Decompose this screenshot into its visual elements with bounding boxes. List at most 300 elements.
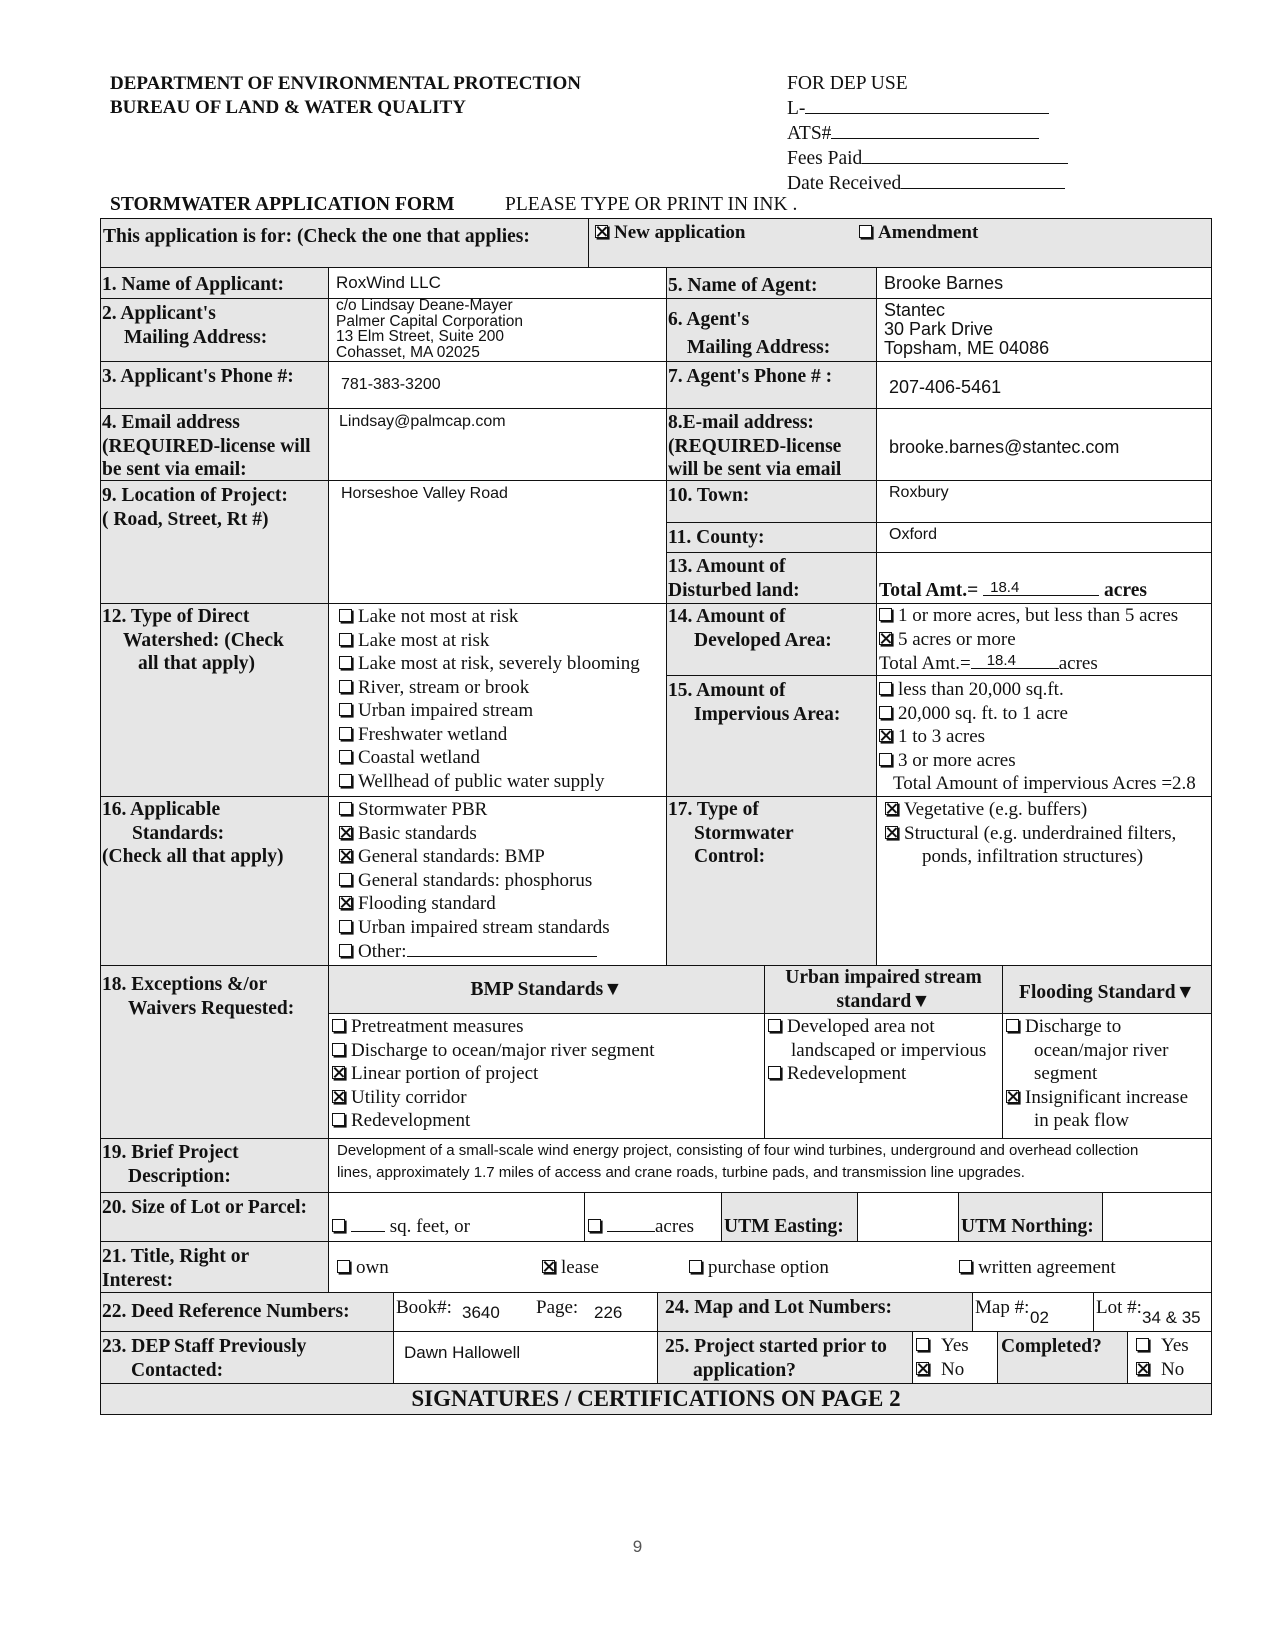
new-application-label: New application [614, 222, 746, 243]
disturbed-total-value: 18.4 [990, 579, 1020, 596]
description-line-1: Development of a small-scale wind energy project, consisting of four wind turbines, underground and overhead collection [337, 1142, 1139, 1159]
agent-email-field[interactable] [876, 408, 1212, 481]
control-label-3: Control: [694, 846, 766, 867]
option-label: Redevelopment [351, 1110, 471, 1131]
applicant-phone-field[interactable] [328, 361, 667, 409]
started-label-1: 25. Project started prior to [665, 1336, 887, 1357]
completed-no-option[interactable] [1136, 1358, 1189, 1382]
applicant-mail-label-cell [100, 298, 329, 362]
developed-option-1[interactable] [879, 604, 1178, 628]
signatures-notice: SIGNATURES / CERTIFICATIONS ON PAGE 2 [411, 1386, 901, 1411]
control-option-structural[interactable] [885, 822, 1176, 846]
checkbox[interactable] [339, 802, 352, 815]
standards-label-cell [100, 796, 329, 966]
northing-label-cell [958, 1192, 1103, 1242]
standards-label-1: 16. Applicable [102, 799, 221, 820]
option-label: Vegetative (e.g. buffers) [904, 799, 1088, 820]
option-label: Flooding standard [358, 893, 496, 914]
staff-label-1: 23. DEP Staff Previously [102, 1336, 307, 1357]
agent-phone-label-cell [666, 361, 877, 409]
acres-label: acres [655, 1216, 695, 1237]
bmp-option[interactable] [332, 1086, 655, 1110]
checkbox[interactable] [1006, 1090, 1019, 1103]
applicant-name-value: RoxWind LLC [336, 273, 441, 292]
lot-size-sqft-cell [328, 1192, 585, 1242]
disturbed-label-2: Disturbed land: [668, 579, 800, 601]
county-field[interactable] [876, 522, 1212, 553]
impervious-label-1: 15. Amount of [668, 680, 786, 701]
license-number-line [805, 96, 1049, 114]
exceptions-label-cell [100, 965, 329, 1139]
checkbox[interactable] [879, 682, 892, 695]
location-value: Horseshoe Valley Road [341, 485, 508, 502]
description-label-2: Description: [128, 1165, 231, 1187]
northing-field[interactable] [1102, 1192, 1212, 1242]
control-label-1: 17. Type of [668, 799, 759, 820]
standards-option[interactable] [339, 845, 610, 869]
disturbed-total-unit: acres [1103, 580, 1147, 601]
license-number-label: L- [787, 98, 806, 119]
northing-label: UTM Northing: [961, 1216, 1094, 1237]
location-label-2: ( Road, Street, Rt #) [102, 508, 269, 530]
option-label: 1 to 3 acres [898, 726, 986, 747]
checkbox[interactable] [879, 632, 892, 645]
agent-email-label-3: will be sent via email [668, 459, 842, 480]
developed-label-2: Developed Area: [694, 629, 832, 651]
bmp-options-cell [328, 1013, 765, 1139]
checkbox[interactable] [689, 1260, 702, 1273]
applicant-mail-label-1: 2. Applicant's [102, 303, 216, 324]
date-received-line [901, 171, 1065, 189]
title-option-own[interactable] [337, 1256, 389, 1280]
standards-option[interactable] [339, 916, 610, 940]
checkbox[interactable] [916, 1338, 929, 1351]
option-label: Other: [358, 941, 407, 962]
watershed-label-1: 12. Type of Direct [102, 606, 250, 627]
control-label-cell [666, 796, 877, 966]
urban-option-developed[interactable] [768, 1015, 986, 1039]
watershed-option[interactable] [339, 676, 640, 700]
standards-label-3: (Check all that apply) [102, 846, 284, 867]
bureau-name: BUREAU OF LAND & WATER QUALITY [110, 97, 466, 118]
fees-paid-line [862, 146, 1068, 164]
bmp-option[interactable] [332, 1062, 655, 1086]
department-name: DEPARTMENT OF ENVIRONMENTAL PROTECTION [110, 73, 582, 94]
option-label: Freshwater wetland [358, 723, 508, 745]
flood-header: Flooding Standard▼ [1019, 982, 1195, 1003]
checkbox[interactable] [1136, 1338, 1149, 1351]
applicant-name-label-cell [100, 267, 329, 299]
standards-label-2: Standards: [132, 822, 225, 844]
started-label-2: application? [693, 1359, 796, 1381]
watershed-options-cell [328, 603, 667, 797]
option-label: written agreement [978, 1257, 1116, 1278]
option-label: Discharge to ocean/major river segment [351, 1039, 655, 1061]
applicant-mail-label-2: Mailing Address: [124, 327, 268, 348]
standards-option[interactable] [339, 822, 610, 846]
standards-options-cell [328, 796, 667, 966]
checkbox[interactable] [332, 1090, 345, 1103]
control-label-2: Stormwater [694, 822, 794, 844]
watershed-label-3: all that apply) [138, 653, 256, 674]
easting-field[interactable] [857, 1192, 959, 1242]
flood-option-insignificant[interactable] [1006, 1086, 1188, 1110]
watershed-label-2: Watershed: (Check [123, 629, 284, 651]
agent-name-value: Brooke Barnes [884, 273, 1004, 293]
started-yes-option[interactable] [916, 1334, 969, 1358]
checkbox[interactable] [339, 944, 352, 957]
agent-phone-value: 207-406-5461 [889, 377, 1002, 397]
option-label: General standards: phosphorus [358, 869, 593, 891]
applicant-email-label-1: 4. Email address [102, 412, 240, 433]
book-label: Book#: [396, 1297, 452, 1318]
standards-option[interactable] [339, 869, 610, 893]
location-field[interactable] [328, 480, 667, 604]
page-label: Page: [536, 1297, 579, 1318]
watershed-option[interactable] [339, 770, 640, 794]
option-label: 1 or more acres, but less than 5 acres [898, 605, 1179, 626]
lot-size-label-cell [100, 1192, 329, 1242]
option-label: Lake not most at risk [358, 606, 519, 627]
description-label-cell [100, 1138, 329, 1193]
option-label: Lake most at risk, severely blooming [358, 653, 640, 674]
started-label-cell [657, 1331, 913, 1384]
option-label: 20,000 sq. ft. to 1 acre [898, 702, 1068, 724]
completed-label-cell [997, 1331, 1128, 1384]
impervious-option[interactable] [879, 702, 1196, 726]
application-options-cell [588, 218, 1212, 268]
acres-line[interactable] [607, 1214, 655, 1232]
option-label: Linear portion of project [351, 1063, 539, 1084]
standards-option-other[interactable] [339, 939, 610, 964]
watershed-option[interactable] [339, 723, 640, 747]
page-value: 226 [594, 1303, 623, 1322]
lot-value: 34 & 35 [1142, 1308, 1201, 1327]
bmp-option[interactable] [332, 1015, 655, 1039]
title-label-cell [100, 1241, 329, 1293]
checkbox[interactable] [1136, 1362, 1149, 1375]
option-label: Yes [941, 1335, 969, 1356]
urban-option-developed-cont: landscaped or impervious [791, 1039, 987, 1061]
control-option-vegetative[interactable] [885, 798, 1176, 822]
control-options-cell [876, 796, 1212, 966]
impervious-label-2: Impervious Area: [694, 703, 841, 725]
location-label-1: 9. Location of Project: [102, 485, 288, 506]
deed-field[interactable] [393, 1292, 658, 1332]
applicant-address-line: 13 Elm Street, Suite 200 [336, 328, 505, 345]
developed-option-2[interactable] [879, 628, 1178, 652]
checkbox[interactable] [959, 1260, 972, 1273]
applicant-email-field[interactable] [328, 408, 667, 481]
option-label: own [356, 1257, 389, 1278]
title-options-cell [328, 1241, 1212, 1293]
urban-header-cell [764, 965, 1003, 1014]
checkbox[interactable] [339, 873, 352, 886]
option-label: Coastal wetland [358, 747, 480, 768]
checkbox[interactable] [332, 1043, 345, 1056]
form-title: STORMWATER APPLICATION FORM [110, 194, 455, 215]
checkbox[interactable] [339, 849, 352, 862]
new-application-checkbox[interactable] [595, 225, 608, 238]
impervious-option[interactable] [879, 725, 1196, 749]
map-label: Map #: [975, 1297, 1030, 1318]
option-label: Lake most at risk [358, 629, 490, 651]
checkbox[interactable] [588, 1219, 601, 1232]
applicant-email-label-cell [100, 408, 329, 481]
urban-option-redevelopment[interactable] [768, 1062, 986, 1086]
map-lot-label: 24. Map and Lot Numbers: [665, 1297, 892, 1318]
checkbox[interactable] [337, 1260, 350, 1273]
checkbox[interactable] [1006, 1019, 1019, 1032]
checkbox[interactable] [916, 1362, 929, 1375]
checkbox[interactable] [768, 1019, 781, 1032]
title-label-1: 21. Title, Right or [102, 1246, 250, 1267]
agent-name-label-cell [666, 267, 877, 299]
title-option-purchase[interactable] [689, 1256, 829, 1280]
dep-use-title: FOR DEP USE [787, 73, 908, 94]
completed-label: Completed? [1001, 1336, 1102, 1357]
applicant-address-line: Palmer Capital Corporation [336, 312, 523, 330]
amendment-checkbox[interactable] [859, 225, 872, 238]
agent-address-line: Stantec [884, 300, 946, 320]
checkbox[interactable] [339, 920, 352, 933]
title-label-2: Interest: [102, 1269, 174, 1291]
flood-option-discharge[interactable] [1006, 1015, 1188, 1039]
impervious-option[interactable] [879, 678, 1196, 702]
new-application-option[interactable] [595, 221, 745, 245]
checkbox[interactable] [339, 680, 352, 693]
title-option-written[interactable] [959, 1256, 1116, 1280]
book-value: 3640 [462, 1303, 500, 1322]
bmp-option[interactable] [332, 1109, 655, 1133]
option-label: Utility corridor [351, 1086, 467, 1108]
agent-phone-field[interactable] [876, 361, 1212, 409]
checkbox[interactable] [339, 896, 352, 909]
option-label: Urban impaired stream standards [358, 916, 610, 938]
sqft-label: sq. feet, or [389, 1216, 470, 1237]
disturbed-total-label: Total Amt.= [879, 580, 979, 601]
signatures-bar [100, 1383, 1212, 1415]
application-type-cell [100, 218, 589, 268]
checkbox[interactable] [879, 706, 892, 719]
agent-address-line: 30 Park Drive [884, 319, 994, 339]
option-label: Yes [1161, 1335, 1189, 1356]
lot-size-acres-option[interactable] [588, 1214, 694, 1239]
option-label: Urban impaired stream [358, 700, 534, 721]
checkbox[interactable] [339, 609, 352, 622]
staff-label-cell [100, 1331, 394, 1384]
description-line-2: lines, approximately 1.7 miles of access and crane roads, turbine pads, and transmission line upgrades. [337, 1164, 1025, 1181]
checkbox[interactable] [339, 727, 352, 740]
applicant-phone-label-cell [100, 361, 329, 409]
agent-name-label: 5. Name of Agent: [668, 275, 818, 296]
town-field[interactable] [876, 480, 1212, 523]
developed-label-cell [666, 603, 877, 676]
form-instructions: PLEASE TYPE OR PRINT IN INK . [505, 194, 798, 215]
bmp-option[interactable] [332, 1039, 655, 1063]
town-value: Roxbury [889, 484, 949, 501]
applicant-email-label-3: be sent via email: [102, 459, 247, 480]
option-label: No [1161, 1358, 1185, 1380]
location-label-cell [100, 480, 329, 604]
checkbox[interactable] [332, 1219, 345, 1232]
application-type-label: This application is for: (Check the one that applies: [103, 226, 530, 247]
option-label: 5 acres or more [898, 628, 1016, 650]
developed-total-value: 18.4 [986, 652, 1016, 669]
watershed-label-cell [100, 603, 329, 797]
applicant-name-label: 1. Name of Applicant: [102, 274, 284, 295]
developed-total-line[interactable] [971, 651, 1059, 669]
agent-address-field[interactable] [876, 298, 1212, 362]
watershed-option[interactable] [339, 652, 640, 676]
checkbox[interactable] [768, 1066, 781, 1079]
map-number-field[interactable] [972, 1292, 1094, 1332]
option-label: River, stream or brook [358, 676, 530, 698]
sqft-line[interactable] [351, 1214, 385, 1232]
map-value: 02 [1030, 1308, 1049, 1327]
control-option-structural-cont: ponds, infiltration structures) [922, 846, 1144, 867]
checkbox[interactable] [332, 1066, 345, 1079]
completed-yes-option[interactable] [1136, 1334, 1189, 1358]
option-label: Developed area not [787, 1016, 935, 1037]
option-label: Basic standards [358, 822, 477, 844]
option-label: Redevelopment [787, 1063, 907, 1084]
applicant-phone-value: 781-383-3200 [341, 376, 441, 393]
applicant-address-line: Cohasset, MA 02025 [336, 343, 480, 361]
map-lot-label-cell [657, 1292, 973, 1332]
agent-email-label-2: (REQUIRED-license [668, 435, 842, 457]
applicant-name-field[interactable] [328, 267, 667, 299]
agent-email-value: brooke.barnes@stantec.com [889, 437, 1120, 457]
applicant-email-value: Lindsay@palmcap.com [339, 413, 506, 430]
agent-mail-label-2: Mailing Address: [687, 337, 831, 358]
lot-size-sqft-option[interactable] [332, 1214, 470, 1239]
county-value: Oxford [889, 526, 938, 543]
option-label: 3 or more acres [898, 749, 1016, 771]
developed-total-unit: acres [1058, 653, 1098, 674]
completed-options-cell [1127, 1331, 1212, 1384]
staff-label-2: Contacted: [131, 1359, 224, 1381]
watershed-option[interactable] [339, 629, 640, 653]
flood-options-cell [1002, 1013, 1212, 1139]
checkbox[interactable] [339, 703, 352, 716]
flood-option-insignificant-cont: in peak flow [1034, 1110, 1129, 1131]
amendment-label: Amendment [878, 222, 979, 243]
title-option-lease[interactable] [542, 1256, 599, 1280]
urban-header-1: Urban impaired stream [785, 967, 982, 988]
lot-label: Lot #: [1096, 1297, 1142, 1318]
applicant-address-line: c/o Lindsay Deane-Mayer [336, 297, 513, 314]
option-label: General standards: BMP [358, 846, 545, 867]
option-label: Discharge to [1025, 1016, 1122, 1037]
description-label-1: 19. Brief Project [102, 1142, 239, 1163]
town-label-cell [666, 480, 877, 523]
checkbox[interactable] [879, 729, 892, 742]
date-received-label: Date Received [787, 173, 902, 194]
applicant-phone-label: 3. Applicant's Phone #: [102, 366, 294, 387]
page-number: 9 [632, 1537, 643, 1556]
flood-option-discharge-cont: ocean/major river [1034, 1039, 1169, 1061]
bmp-header-cell [328, 965, 765, 1014]
county-label-cell [666, 522, 877, 553]
agent-name-field[interactable] [876, 267, 1212, 299]
deed-label: 22. Deed Reference Numbers: [102, 1301, 350, 1322]
disturbed-label-1: 13. Amount of [668, 556, 786, 577]
checkbox[interactable] [339, 633, 352, 646]
checkbox[interactable] [879, 753, 892, 766]
easting-label-cell [721, 1192, 858, 1242]
impervious-option[interactable] [879, 749, 1196, 773]
dep-use-block [787, 72, 1068, 196]
option-label: lease [561, 1257, 599, 1278]
applicant-address-field[interactable] [328, 298, 667, 362]
option-label: No [941, 1358, 965, 1380]
developed-total [879, 651, 1178, 676]
option-label: Insignificant increase [1025, 1086, 1189, 1108]
started-options-cell [912, 1331, 998, 1384]
checkbox[interactable] [339, 656, 352, 669]
urban-options-cell [764, 1013, 1003, 1139]
checkbox[interactable] [332, 1019, 345, 1032]
amendment-option[interactable] [859, 221, 978, 245]
exceptions-label-2: Waivers Requested: [128, 997, 295, 1019]
flood-header-cell [1002, 965, 1212, 1014]
watershed-option[interactable] [339, 605, 640, 629]
impervious-label-cell [666, 675, 877, 797]
checkbox[interactable] [339, 774, 352, 787]
lot-size-label: 20. Size of Lot or Parcel: [102, 1197, 308, 1218]
developed-options-cell [876, 603, 1212, 676]
disturbed-field[interactable] [876, 552, 1212, 604]
town-label: 10. Town: [668, 485, 750, 506]
disturbed-total-line[interactable] [983, 578, 1099, 596]
checkbox[interactable] [339, 750, 352, 763]
started-no-option[interactable] [916, 1358, 969, 1382]
agent-email-label-cell [666, 408, 877, 481]
option-label: Structural (e.g. underdrained filters, [904, 822, 1177, 844]
checkbox[interactable] [885, 802, 898, 815]
standards-option[interactable] [339, 798, 610, 822]
disturbed-label-cell [666, 552, 877, 604]
impervious-options-cell [876, 675, 1212, 797]
checkbox[interactable] [885, 826, 898, 839]
lot-number-field[interactable] [1093, 1292, 1212, 1332]
staff-field[interactable] [393, 1331, 658, 1384]
staff-value: Dawn Hallowell [404, 1343, 521, 1362]
agent-mail-label-1: 6. Agent's [668, 309, 750, 330]
checkbox[interactable] [332, 1113, 345, 1126]
flood-option-discharge-cont: segment [1034, 1063, 1098, 1084]
option-label: Wellhead of public water supply [358, 770, 605, 792]
checkbox[interactable] [339, 826, 352, 839]
bmp-header: BMP Standards▼ [470, 979, 623, 1000]
ats-line [831, 121, 1039, 139]
option-label: Stormwater PBR [358, 799, 488, 820]
developed-label-1: 14. Amount of [668, 606, 786, 627]
other-standard-line[interactable] [407, 939, 597, 957]
fees-paid-label: Fees Paid [787, 148, 863, 169]
watershed-option[interactable] [339, 699, 640, 723]
checkbox[interactable] [542, 1260, 555, 1273]
option-label: purchase option [708, 1257, 829, 1278]
applicant-email-label-2: (REQUIRED-license will [102, 435, 311, 457]
easting-label: UTM Easting: [724, 1216, 844, 1237]
agent-email-label-1: 8.E-mail address: [668, 412, 814, 433]
standards-option[interactable] [339, 892, 610, 916]
watershed-option[interactable] [339, 746, 640, 770]
checkbox[interactable] [879, 608, 892, 621]
description-field[interactable] [328, 1138, 1212, 1193]
